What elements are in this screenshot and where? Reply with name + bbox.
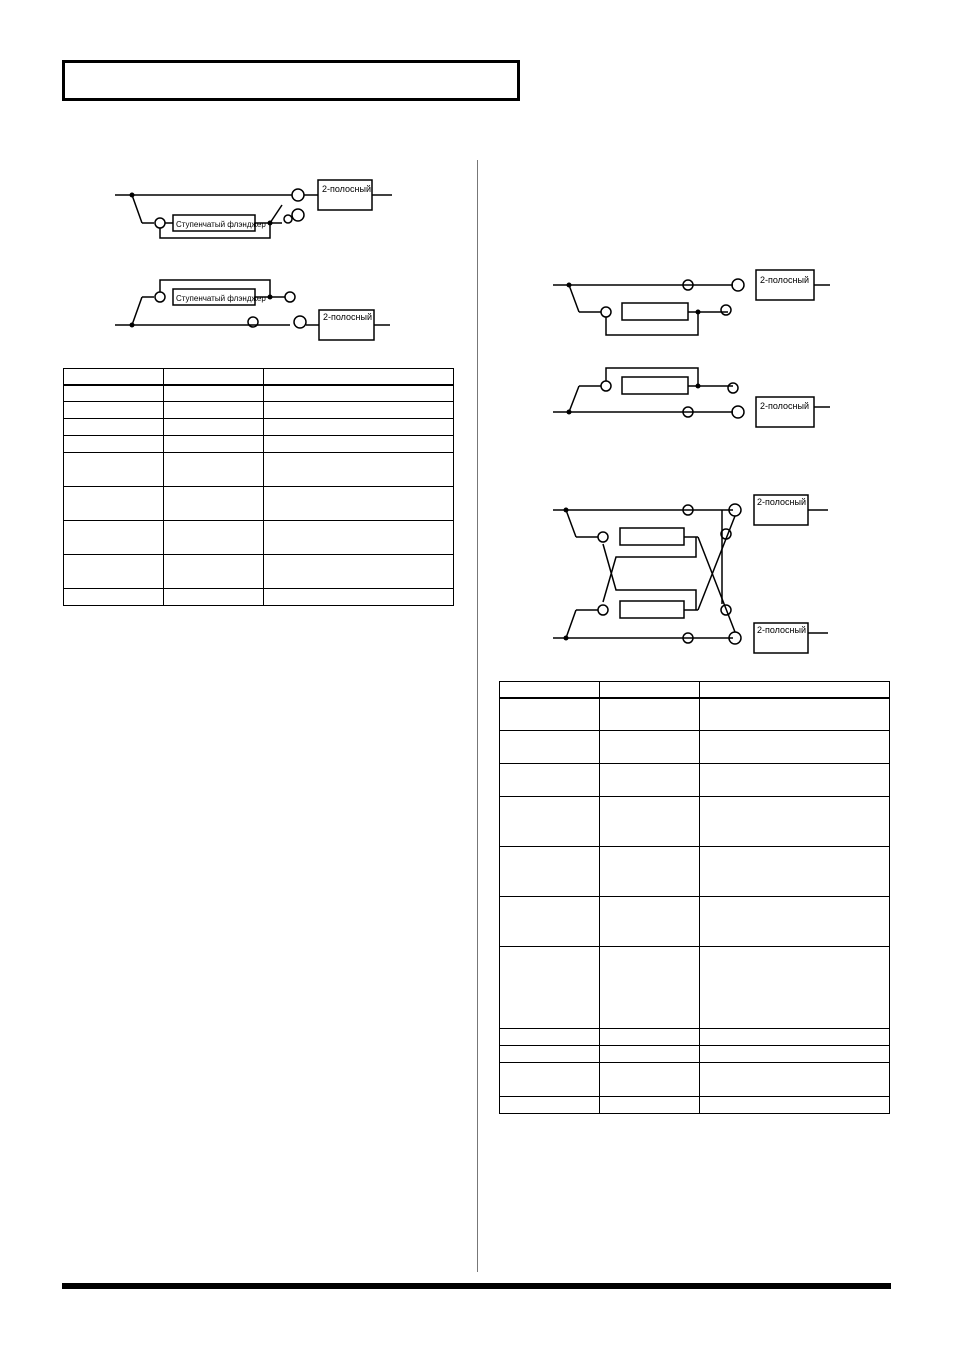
table-row	[500, 1046, 890, 1063]
step-flanger-label-2: Ступенчатый флэнджер	[176, 294, 266, 303]
band-filter-label-3: 2-полосный	[760, 275, 810, 285]
footer-rule	[62, 1283, 891, 1289]
table-row	[500, 764, 890, 797]
table-row	[64, 419, 454, 436]
left-diagram-bottom	[110, 270, 410, 345]
table-row	[64, 487, 454, 521]
table-row	[500, 797, 890, 847]
table-row	[64, 402, 454, 419]
table-row	[500, 1097, 890, 1114]
table-row	[64, 521, 454, 555]
table-row	[500, 1029, 890, 1046]
left-diagram-top	[110, 175, 410, 250]
section-header-box	[62, 60, 520, 101]
right-param-table	[499, 681, 890, 1114]
table-row	[500, 731, 890, 764]
table-row	[500, 947, 890, 1029]
right-diagram-2	[548, 360, 838, 435]
band-filter-label-4: 2-полосный	[760, 401, 810, 411]
table-row	[64, 555, 454, 589]
table-row	[500, 897, 890, 947]
table-row	[64, 385, 454, 402]
table-row	[500, 682, 890, 698]
band-filter-label-6: 2-полосный	[757, 625, 807, 635]
table-row	[500, 1063, 890, 1097]
right-diagram-1	[548, 265, 838, 340]
right-diagram-3	[548, 492, 838, 652]
band-filter-label: 2-полосный	[322, 184, 372, 194]
step-flanger-label: Ступенчатый флэнджер	[176, 220, 266, 229]
table-row	[64, 436, 454, 453]
band-filter-label-2: 2-полосный	[323, 312, 373, 322]
table-row	[500, 698, 890, 731]
left-param-table	[63, 368, 454, 606]
band-filter-label-5: 2-полосный	[757, 497, 807, 507]
column-divider	[477, 160, 478, 1272]
table-row	[64, 589, 454, 606]
table-row	[500, 847, 890, 897]
table-row	[64, 369, 454, 385]
table-row	[64, 453, 454, 487]
